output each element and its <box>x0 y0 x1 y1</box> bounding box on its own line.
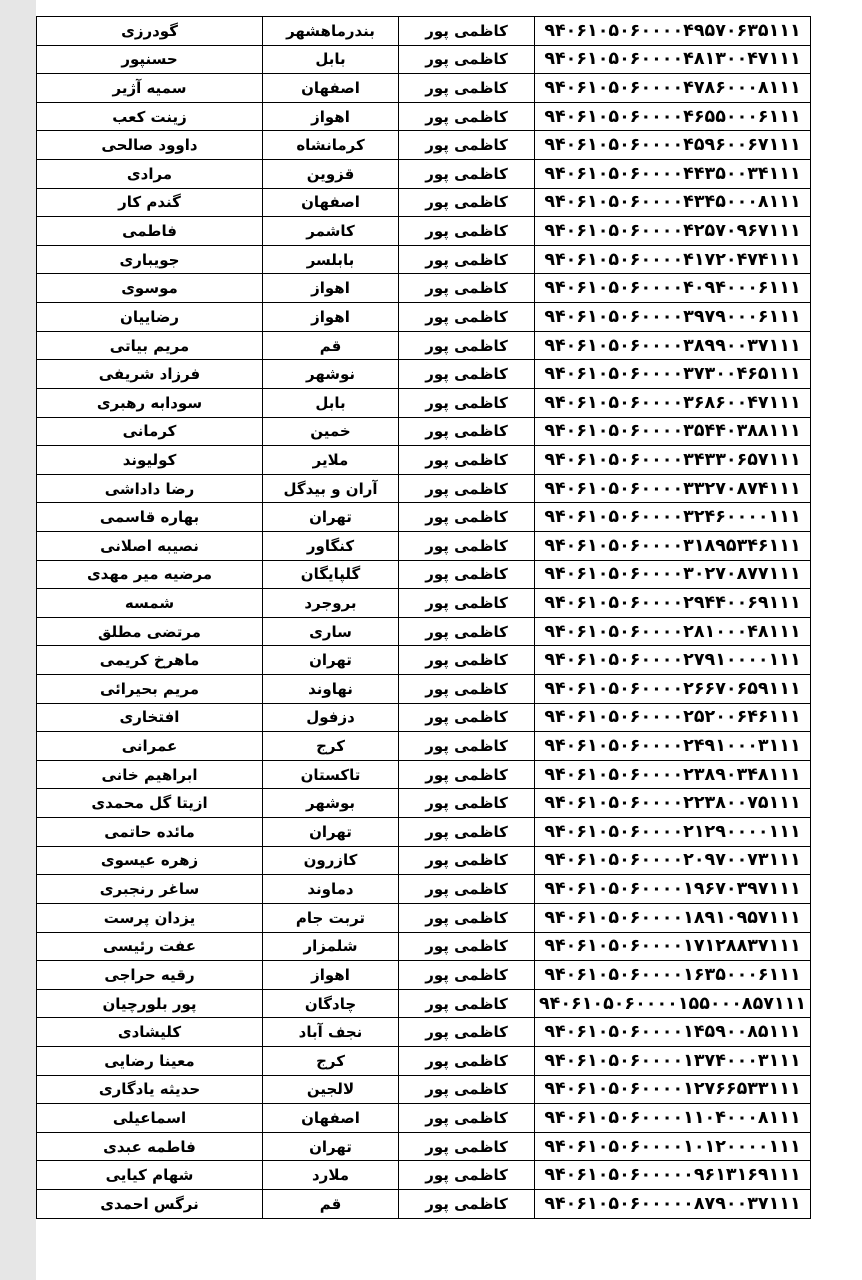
family-name-cell: کاظمی پور <box>399 45 535 74</box>
family-name-cell: کاظمی پور <box>399 17 535 46</box>
person-name-cell: زهره عیسوی <box>37 846 263 875</box>
table-row <box>37 160 811 189</box>
table-row <box>37 589 811 618</box>
table-row <box>37 274 811 303</box>
tracking-number-cell: ۹۴۰۶۱۰۵۰۶۰۰۰۰۴۰۹۴۰۰۰۶۱۱۱ <box>535 274 811 303</box>
left-margin-strip <box>0 0 36 1280</box>
table-row <box>37 503 811 532</box>
city-cell: کرج <box>263 732 399 761</box>
city-cell: بندرماهشهر <box>263 17 399 46</box>
person-name-cell: ابراهیم خانی <box>37 760 263 789</box>
tracking-number-cell: ۹۴۰۶۱۰۵۰۶۰۰۰۰۲۸۱۰۰۰۴۸۱۱۱ <box>535 617 811 646</box>
tracking-number-cell: ۹۴۰۶۱۰۵۰۶۰۰۰۰۲۳۸۹۰۳۴۸۱۱۱ <box>535 760 811 789</box>
table-row <box>37 875 811 904</box>
city-cell: تاکستان <box>263 760 399 789</box>
family-name-cell: کاظمی پور <box>399 1075 535 1104</box>
table-row <box>37 45 811 74</box>
person-name-cell: فرزاد شریفی <box>37 360 263 389</box>
tracking-number-cell: ۹۴۰۶۱۰۵۰۶۰۰۰۰۴۴۳۵۰۰۳۴۱۱۱ <box>535 160 811 189</box>
person-name-cell: حسنپور <box>37 45 263 74</box>
person-name-cell: سمیه آژیر <box>37 74 263 103</box>
tracking-number-cell: ۹۴۰۶۱۰۵۰۶۰۰۰۰۳۹۷۹۰۰۰۶۱۱۱ <box>535 303 811 332</box>
city-cell: خمین <box>263 417 399 446</box>
person-name-cell: گودرزی <box>37 17 263 46</box>
tracking-number-cell: ۹۴۰۶۱۰۵۰۶۰۰۰۰۱۷۱۲۸۸۳۷۱۱۱ <box>535 932 811 961</box>
tracking-number-cell: ۹۴۰۶۱۰۵۰۶۰۰۰۰۱۴۵۹۰۰۸۵۱۱۱ <box>535 1018 811 1047</box>
city-cell: تهران <box>263 503 399 532</box>
family-name-cell: کاظمی پور <box>399 646 535 675</box>
table-row <box>37 989 811 1018</box>
tracking-number-cell: ۹۴۰۶۱۰۵۰۶۰۰۰۰۱۳۷۴۰۰۰۳۱۱۱ <box>535 1046 811 1075</box>
family-name-cell: کاظمی پور <box>399 1189 535 1218</box>
city-cell: بابل <box>263 388 399 417</box>
person-name-cell: ساغر رنجبری <box>37 875 263 904</box>
family-name-cell: کاظمی پور <box>399 274 535 303</box>
family-name-cell: کاظمی پور <box>399 789 535 818</box>
city-cell: قزوین <box>263 160 399 189</box>
person-name-cell: کولیوند <box>37 446 263 475</box>
table-row <box>37 131 811 160</box>
tracking-number-cell: ۹۴۰۶۱۰۵۰۶۰۰۰۰۳۳۲۷۰۸۷۴۱۱۱ <box>535 474 811 503</box>
family-name-cell: کاظمی پور <box>399 503 535 532</box>
tracking-number-cell: ۹۴۰۶۱۰۵۰۶۰۰۰۰۴۸۱۳۰۰۴۷۱۱۱ <box>535 45 811 74</box>
family-name-cell: کاظمی پور <box>399 188 535 217</box>
person-name-cell: جویباری <box>37 245 263 274</box>
person-name-cell: سودابه رهبری <box>37 388 263 417</box>
family-name-cell: کاظمی پور <box>399 703 535 732</box>
family-name-cell: کاظمی پور <box>399 1104 535 1133</box>
tracking-number-cell: ۹۴۰۶۱۰۵۰۶۰۰۰۰۴۲۵۷۰۹۶۷۱۱۱ <box>535 217 811 246</box>
person-name-cell: مائده حاتمی <box>37 818 263 847</box>
family-name-cell: کاظمی پور <box>399 474 535 503</box>
city-cell: نجف آباد <box>263 1018 399 1047</box>
tracking-number-cell: ۹۴۰۶۱۰۵۰۶۰۰۰۰۴۱۷۲۰۴۷۴۱۱۱ <box>535 245 811 274</box>
person-name-cell: ازیتا گل محمدی <box>37 789 263 818</box>
city-cell: ملایر <box>263 446 399 475</box>
tracking-number-cell: ۹۴۰۶۱۰۵۰۶۰۰۰۰۲۴۹۱۰۰۰۳۱۱۱ <box>535 732 811 761</box>
tracking-number-cell: ۹۴۰۶۱۰۵۰۶۰۰۰۰۱۲۷۶۶۵۳۳۱۱۱ <box>535 1075 811 1104</box>
city-cell: تربت جام <box>263 903 399 932</box>
person-name-cell: مرضیه میر مهدی <box>37 560 263 589</box>
city-cell: گلپایگان <box>263 560 399 589</box>
table-row <box>37 1132 811 1161</box>
tracking-number-cell: ۹۴۰۶۱۰۵۰۶۰۰۰۰۲۵۲۰۰۶۴۶۱۱۱ <box>535 703 811 732</box>
person-name-cell: مریم بحیرائی <box>37 675 263 704</box>
tracking-number-cell: ۹۴۰۶۱۰۵۰۶۰۰۰۰۴۳۴۵۰۰۰۸۱۱۱ <box>535 188 811 217</box>
city-cell: تهران <box>263 818 399 847</box>
tracking-number-cell: ۹۴۰۶۱۰۵۰۶۰۰۰۰۰۹۶۱۳۱۶۹۱۱۱ <box>535 1161 811 1190</box>
city-cell: ملارد <box>263 1161 399 1190</box>
person-name-cell: فاطمه عبدی <box>37 1132 263 1161</box>
family-name-cell: کاظمی پور <box>399 74 535 103</box>
table-row <box>37 961 811 990</box>
city-cell: اصفهان <box>263 1104 399 1133</box>
family-name-cell: کاظمی پور <box>399 760 535 789</box>
table-row <box>37 846 811 875</box>
city-cell: ساری <box>263 617 399 646</box>
city-cell: کاشمر <box>263 217 399 246</box>
person-name-cell: رضا داداشی <box>37 474 263 503</box>
table-row <box>37 1018 811 1047</box>
city-cell: نهاوند <box>263 675 399 704</box>
city-cell: بابلسر <box>263 245 399 274</box>
tracking-number-cell: ۹۴۰۶۱۰۵۰۶۰۰۰۰۳۲۴۶۰۰۰۰۱۱۱ <box>535 503 811 532</box>
table-row <box>37 903 811 932</box>
person-name-cell: عفت رئیسی <box>37 932 263 961</box>
person-name-cell: فاطمی <box>37 217 263 246</box>
person-name-cell: پور بلورچیان <box>37 989 263 1018</box>
tracking-number-cell: ۹۴۰۶۱۰۵۰۶۰۰۰۰۴۹۵۷۰۶۳۵۱۱۱ <box>535 17 811 46</box>
city-cell: قم <box>263 1189 399 1218</box>
tracking-number-cell: ۹۴۰۶۱۰۵۰۶۰۰۰۰۴۶۵۵۰۰۰۶۱۱۱ <box>535 102 811 131</box>
family-name-cell: کاظمی پور <box>399 589 535 618</box>
tracking-number-cell: ۹۴۰۶۱۰۵۰۶۰۰۰۰۲۱۲۹۰۰۰۰۱۱۱ <box>535 818 811 847</box>
city-cell: دماوند <box>263 875 399 904</box>
person-name-cell: حدیثه یادگاری <box>37 1075 263 1104</box>
person-name-cell: گندم کار <box>37 188 263 217</box>
city-cell: دزفول <box>263 703 399 732</box>
city-cell: اهواز <box>263 961 399 990</box>
table-row <box>37 818 811 847</box>
city-cell: کرمانشاه <box>263 131 399 160</box>
family-name-cell: کاظمی پور <box>399 1132 535 1161</box>
family-name-cell: کاظمی پور <box>399 932 535 961</box>
city-cell: کازرون <box>263 846 399 875</box>
city-cell: اصفهان <box>263 188 399 217</box>
city-cell: قم <box>263 331 399 360</box>
table-row <box>37 675 811 704</box>
tracking-number-cell: ۹۴۰۶۱۰۵۰۶۰۰۰۰۳۵۴۴۰۳۸۸۱۱۱ <box>535 417 811 446</box>
family-name-cell: کاظمی پور <box>399 903 535 932</box>
city-cell: اهواز <box>263 102 399 131</box>
family-name-cell: کاظمی پور <box>399 1046 535 1075</box>
table-row <box>37 732 811 761</box>
person-name-cell: شمسه <box>37 589 263 618</box>
family-name-cell: کاظمی پور <box>399 417 535 446</box>
tracking-number-cell: ۹۴۰۶۱۰۵۰۶۰۰۰۰۲۰۹۷۰۰۷۳۱۱۱ <box>535 846 811 875</box>
table-row <box>37 560 811 589</box>
family-name-cell: کاظمی پور <box>399 331 535 360</box>
family-name-cell: کاظمی پور <box>399 617 535 646</box>
tracking-number-cell: ۹۴۰۶۱۰۵۰۶۰۰۰۰۳۸۹۹۰۰۳۷۱۱۱ <box>535 331 811 360</box>
person-name-cell: زینت کعب <box>37 102 263 131</box>
table-row <box>37 1189 811 1218</box>
family-name-cell: کاظمی پور <box>399 989 535 1018</box>
table-row <box>37 760 811 789</box>
city-cell: آران و بیدگل <box>263 474 399 503</box>
city-cell: اهواز <box>263 303 399 332</box>
table-row <box>37 932 811 961</box>
tracking-number-cell: ۹۴۰۶۱۰۵۰۶۰۰۰۰۲۶۶۷۰۶۵۹۱۱۱ <box>535 675 811 704</box>
city-cell: کنگاور <box>263 531 399 560</box>
family-name-cell: کاظمی پور <box>399 846 535 875</box>
tracking-number-cell: ۹۴۰۶۱۰۵۰۶۰۰۰۰۲۹۴۴۰۰۶۹۱۱۱ <box>535 589 811 618</box>
table-row <box>37 245 811 274</box>
person-name-cell: رقیه حراجی <box>37 961 263 990</box>
person-name-cell: مریم بیاتی <box>37 331 263 360</box>
person-name-cell: کرمانی <box>37 417 263 446</box>
family-name-cell: کاظمی پور <box>399 131 535 160</box>
city-cell: کرج <box>263 1046 399 1075</box>
tracking-number-cell: ۹۴۰۶۱۰۵۰۶۰۰۰۰۲۲۳۸۰۰۷۵۱۱۱ <box>535 789 811 818</box>
tracking-number-cell: ۹۴۰۶۱۰۵۰۶۰۰۰۰۳۴۳۳۰۶۵۷۱۱۱ <box>535 446 811 475</box>
table-row <box>37 1046 811 1075</box>
table-row <box>37 217 811 246</box>
tracking-number-cell: ۹۴۰۶۱۰۵۰۶۰۰۰۰۱۰۱۲۰۰۰۰۱۱۱ <box>535 1132 811 1161</box>
table-row <box>37 1161 811 1190</box>
tracking-number-cell: ۹۴۰۶۱۰۵۰۶۰۰۰۰۱۶۳۵۰۰۰۶۱۱۱ <box>535 961 811 990</box>
city-cell: لالجین <box>263 1075 399 1104</box>
records-table-body <box>37 17 811 1219</box>
person-name-cell: شهام کیایی <box>37 1161 263 1190</box>
family-name-cell: کاظمی پور <box>399 1018 535 1047</box>
table-row <box>37 646 811 675</box>
tracking-number-cell: ۹۴۰۶۱۰۵۰۶۰۰۰۰۲۷۹۱۰۰۰۰۱۱۱ <box>535 646 811 675</box>
family-name-cell: کاظمی پور <box>399 388 535 417</box>
city-cell: چادگان <box>263 989 399 1018</box>
tracking-number-cell: ۹۴۰۶۱۰۵۰۶۰۰۰۰۳۷۳۰۰۴۶۵۱۱۱ <box>535 360 811 389</box>
person-name-cell: معینا رضایی <box>37 1046 263 1075</box>
city-cell: نوشهر <box>263 360 399 389</box>
table-row <box>37 789 811 818</box>
family-name-cell: کاظمی پور <box>399 446 535 475</box>
table-row <box>37 102 811 131</box>
table-row <box>37 617 811 646</box>
person-name-cell: داوود صالحی <box>37 131 263 160</box>
family-name-cell: کاظمی پور <box>399 531 535 560</box>
person-name-cell: نصیبه اصلانی <box>37 531 263 560</box>
city-cell: بروجرد <box>263 589 399 618</box>
family-name-cell: کاظمی پور <box>399 1161 535 1190</box>
city-cell: بابل <box>263 45 399 74</box>
table-row <box>37 1075 811 1104</box>
table-row <box>37 331 811 360</box>
table-row <box>37 1104 811 1133</box>
tracking-number-cell: ۹۴۰۶۱۰۵۰۶۰۰۰۰۳۱۸۹۵۳۴۶۱۱۱ <box>535 531 811 560</box>
person-name-cell: بهاره قاسمی <box>37 503 263 532</box>
tracking-number-cell: ۹۴۰۶۱۰۵۰۶۰۰۰۰۰۸۷۹۰۰۳۷۱۱۱ <box>535 1189 811 1218</box>
tracking-number-cell: ۹۴۰۶۱۰۵۰۶۰۰۰۰۴۵۹۶۰۰۶۷۱۱۱ <box>535 131 811 160</box>
family-name-cell: کاظمی پور <box>399 560 535 589</box>
table-row <box>37 303 811 332</box>
person-name-cell: رضاییان <box>37 303 263 332</box>
family-name-cell: کاظمی پور <box>399 303 535 332</box>
records-table-container <box>36 16 806 1219</box>
city-cell: تهران <box>263 646 399 675</box>
family-name-cell: کاظمی پور <box>399 732 535 761</box>
person-name-cell: افتخاری <box>37 703 263 732</box>
person-name-cell: یزدان پرست <box>37 903 263 932</box>
table-row <box>37 74 811 103</box>
table-row <box>37 474 811 503</box>
tracking-number-cell: ۹۴۰۶۱۰۵۰۶۰۰۰۰۴۷۸۶۰۰۰۸۱۱۱ <box>535 74 811 103</box>
person-name-cell: اسماعیلی <box>37 1104 263 1133</box>
table-row <box>37 417 811 446</box>
tracking-number-cell: ۹۴۰۶۱۰۵۰۶۰۰۰۰۱۵۵۰۰۰۸۵۷۱۱۱ <box>535 989 811 1018</box>
city-cell: تهران <box>263 1132 399 1161</box>
family-name-cell: کاظمی پور <box>399 217 535 246</box>
table-row <box>37 360 811 389</box>
table-row <box>37 388 811 417</box>
tracking-number-cell: ۹۴۰۶۱۰۵۰۶۰۰۰۰۳۰۲۷۰۸۷۷۱۱۱ <box>535 560 811 589</box>
person-name-cell: نرگس احمدی <box>37 1189 263 1218</box>
records-table <box>36 16 811 1219</box>
city-cell: شلمزار <box>263 932 399 961</box>
family-name-cell: کاظمی پور <box>399 675 535 704</box>
family-name-cell: کاظمی پور <box>399 102 535 131</box>
city-cell: اصفهان <box>263 74 399 103</box>
tracking-number-cell: ۹۴۰۶۱۰۵۰۶۰۰۰۰۱۸۹۱۰۹۵۷۱۱۱ <box>535 903 811 932</box>
person-name-cell: موسوی <box>37 274 263 303</box>
city-cell: اهواز <box>263 274 399 303</box>
family-name-cell: کاظمی پور <box>399 360 535 389</box>
tracking-number-cell: ۹۴۰۶۱۰۵۰۶۰۰۰۰۳۶۸۶۰۰۴۷۱۱۱ <box>535 388 811 417</box>
tracking-number-cell: ۹۴۰۶۱۰۵۰۶۰۰۰۰۱۱۰۴۰۰۰۸۱۱۱ <box>535 1104 811 1133</box>
family-name-cell: کاظمی پور <box>399 245 535 274</box>
table-row <box>37 17 811 46</box>
person-name-cell: ماهرخ کریمی <box>37 646 263 675</box>
family-name-cell: کاظمی پور <box>399 961 535 990</box>
family-name-cell: کاظمی پور <box>399 875 535 904</box>
family-name-cell: کاظمی پور <box>399 818 535 847</box>
table-row <box>37 446 811 475</box>
family-name-cell: کاظمی پور <box>399 160 535 189</box>
person-name-cell: مرادی <box>37 160 263 189</box>
person-name-cell: عمرانی <box>37 732 263 761</box>
city-cell: بوشهر <box>263 789 399 818</box>
person-name-cell: کلیشادی <box>37 1018 263 1047</box>
tracking-number-cell: ۹۴۰۶۱۰۵۰۶۰۰۰۰۱۹۶۷۰۳۹۷۱۱۱ <box>535 875 811 904</box>
person-name-cell: مرتضی مطلق <box>37 617 263 646</box>
table-row <box>37 188 811 217</box>
table-row <box>37 531 811 560</box>
table-row <box>37 703 811 732</box>
